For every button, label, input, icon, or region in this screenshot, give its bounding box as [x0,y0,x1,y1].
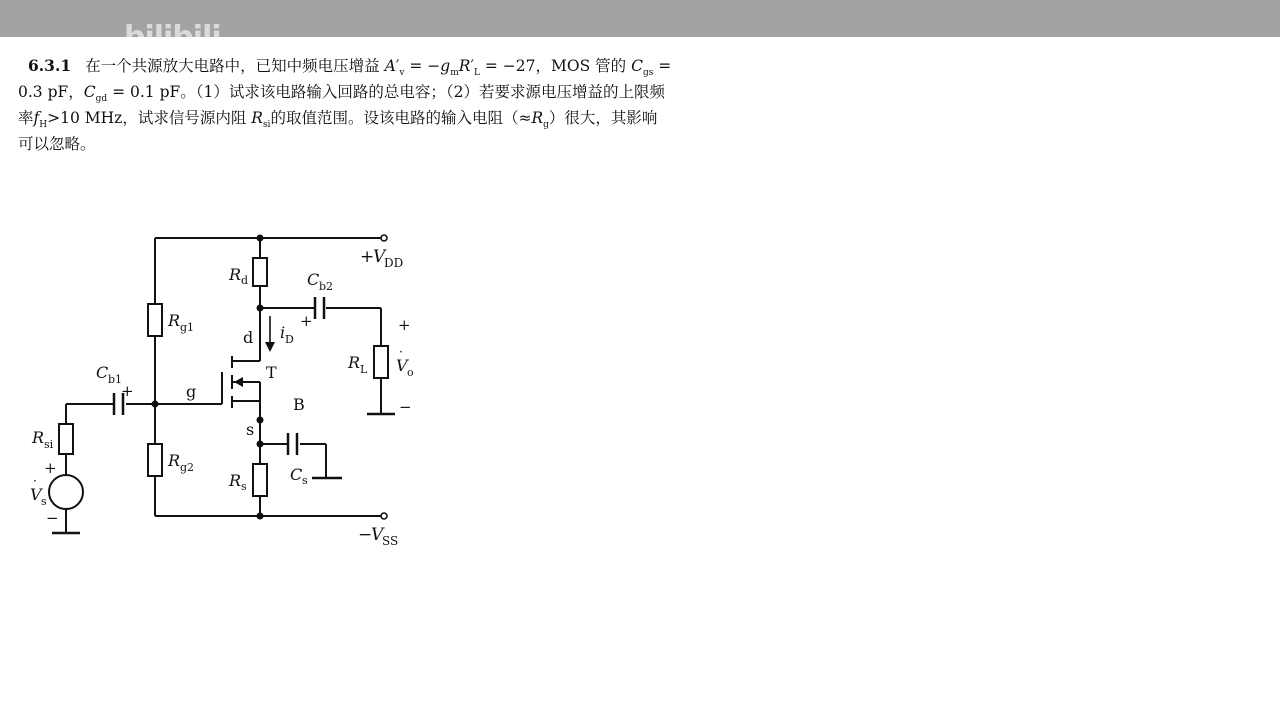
subscript: gd [95,94,108,105]
label-vss-sub: SS [382,534,399,548]
symbol-gm: g [440,57,451,75]
label-rsi-sub: si [44,438,54,451]
text-segment: ）很大，其影响 [548,109,658,127]
subscript: m [450,68,459,79]
watermark-logo: bilibili [124,20,221,55]
text-segment: 率 [18,109,34,127]
resistor-rg1 [148,304,162,336]
label-rg1-sub: g1 [180,321,195,334]
label-id: i [280,323,286,342]
label-cb2-sub: b2 [319,280,334,293]
symbol-rsi: R [251,109,263,127]
label-gate: g [186,382,197,401]
label-rsi: R [32,428,45,447]
text-segment: = −27，MOS 管的 [484,57,627,75]
label-vo-sub: o [407,366,414,379]
label-rg1: R [168,311,181,330]
label-vo-plus: + [398,316,411,334]
junction-dot [257,441,264,448]
symbol-cgd: C [83,83,96,101]
resistor-rd [253,258,267,286]
symbol-rl: R [458,57,471,75]
label-vss-sign: − [358,525,373,545]
subscript: L [473,68,480,79]
label-vo-dot: · [399,345,403,359]
label-cb2-plus: + [300,312,313,330]
prime: ′ [470,57,474,75]
label-rs-sub: s [241,480,247,493]
label-vs-plus: + [44,459,57,477]
junction-dot [257,513,264,520]
subscript: v [399,68,405,79]
text-segment: 可以忽略。 [18,135,96,153]
symbol-rg: R [531,109,544,127]
label-vo: V [396,356,408,375]
prime: ′ [395,57,400,75]
label-cs-sub: s [302,474,308,487]
label-drain: d [243,328,254,347]
resistor-rs [253,464,267,496]
label-source: s [246,420,255,439]
junction-dot [257,417,264,424]
label-vdd-sub: DD [384,256,404,270]
text-segment: >10 MHz，试求信号源内阻 [47,109,247,127]
junction-dot [152,401,159,408]
resistor-rl [374,346,388,378]
label-rl-sub: L [360,363,368,376]
terminal-vdd [381,235,387,241]
label-rl: R [348,353,361,372]
subscript: si [262,120,271,131]
label-vs-sub: s [41,495,47,508]
resistor-rg2 [148,444,162,476]
text-segment: 在一个共源放大电路中，已知中频电压增益 [85,57,380,75]
subscript: gs [642,68,654,79]
label-rd: R [229,265,242,284]
text-segment: 0.3 pF， [18,83,84,101]
problem-number: 6.3.1 [28,56,72,75]
label-cb1: C [96,363,109,382]
label-vo-minus: − [399,398,412,416]
junction-dot [257,305,264,312]
symbol-fh: f [33,109,40,127]
label-rd-sub: d [241,274,249,287]
text-segment: = [658,57,672,75]
subscript: g [543,120,549,131]
label-transistor: T [266,363,277,382]
label-vdd: V [373,247,386,267]
label-vs-dot: · [33,474,37,488]
label-cb2: C [307,270,320,289]
label-vs: V [30,485,42,504]
label-vss: V [371,525,384,545]
symbol-av: A [384,57,396,75]
label-vdd-sign: + [360,247,375,267]
resistor-rsi [59,424,73,454]
label-body: B [293,395,305,414]
label-cb1-sub: b1 [108,373,123,386]
junction-dot [257,235,264,242]
label-rg2: R [168,451,181,470]
subscript: H [39,120,48,131]
symbol-cgs: C [631,57,643,75]
label-rg2-sub: g2 [180,461,195,474]
label-vs-minus: − [46,509,59,527]
label-id-sub: D [285,333,294,346]
voltage-source-vs [49,475,83,509]
text-segment: = 0.1 pF。（1）试求该电路输入回路的总电容；（2）若要求源电压增益的上限频 [112,83,666,101]
label-rs: R [229,471,242,490]
text-segment: = − [409,57,441,75]
text-segment: 的取值范围。设该电路的输入电阻（≈ [270,109,532,127]
terminal-vss [381,513,387,519]
label-cb1-plus: + [121,382,134,400]
label-cs: C [290,465,303,484]
id-arrow-head [265,342,275,352]
mosfet-body-arrow [234,377,243,387]
